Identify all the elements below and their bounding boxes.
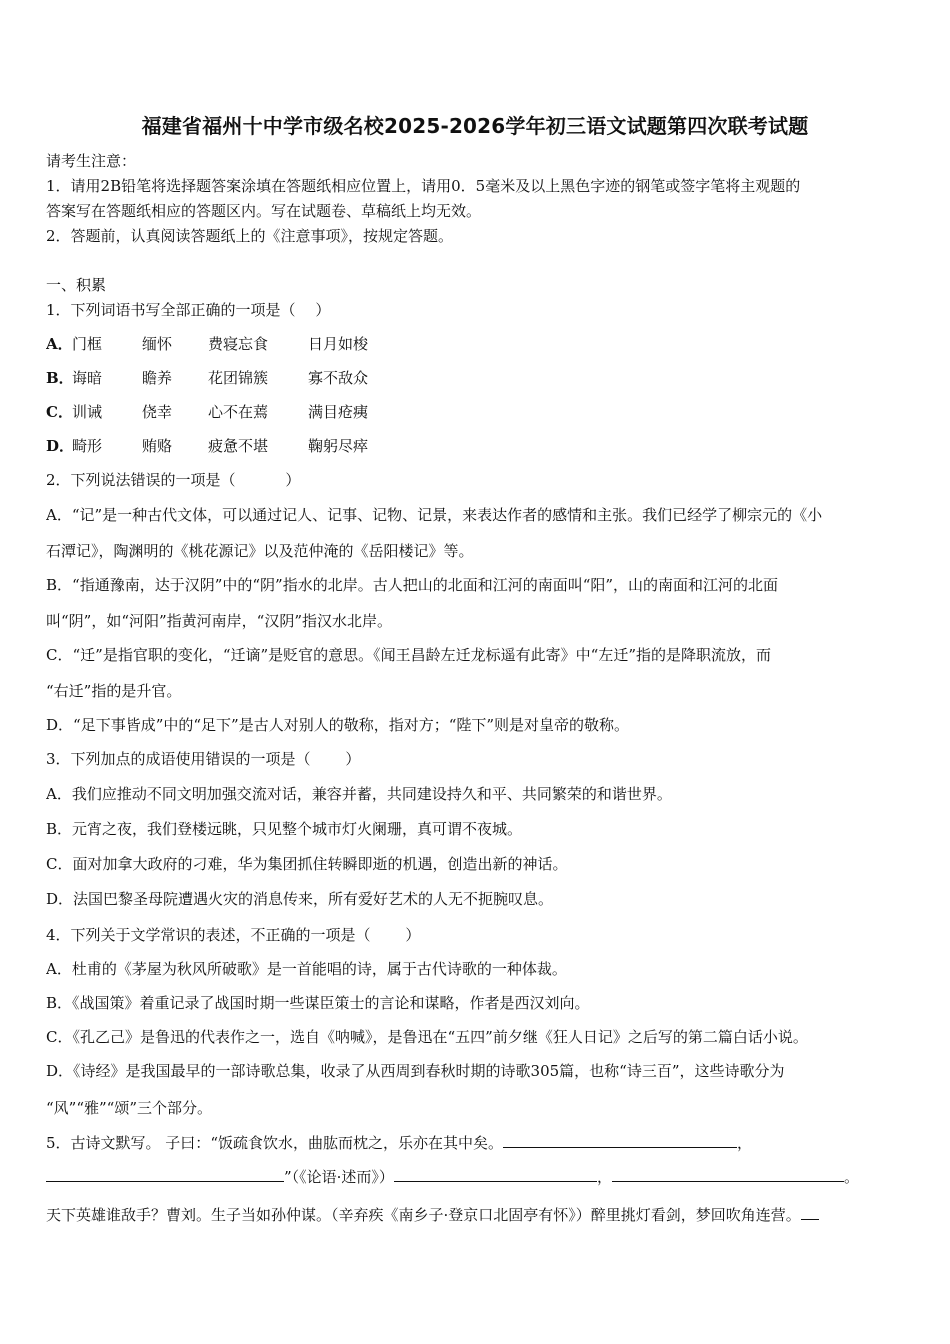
option-word: 心不在蔫 (208, 403, 269, 421)
option-word: 畸形 (72, 437, 103, 455)
option-letter: C． (46, 403, 73, 421)
answer-blank-1[interactable] (503, 1133, 737, 1148)
page-title: 福建省福州十中学市级名校2025-2026学年初三语文试题第四次联考试题 (141, 114, 809, 138)
q2-option-a-line-2: 石潭记》，陶渊明的《桃花源记》以及范仲淹的《岳阳楼记》等。 (46, 542, 474, 560)
q2-option-d: D．“足下事皆成”中的“足下”是古人对别人的敬称，指对方；“陛下”则是对皇帝的敬称。 (46, 716, 630, 734)
q1-option-d (46, 437, 906, 455)
option-word: 满目疮痍 (308, 403, 369, 421)
question-5-line-1 (46, 1133, 906, 1152)
q3-option-d: D．法国巴黎圣母院遭遇火灾的消息传来，所有爱好艺术的人无不扼腕叹息。 (46, 890, 554, 908)
q2-option-c-line-2: “右迁”指的是升官。 (46, 682, 182, 700)
question-1-stem: 1．下列词语书写全部正确的一项是（ ） (46, 301, 331, 319)
punct-period: 。 (843, 1168, 859, 1186)
option-letter: D． (46, 437, 75, 455)
answer-blank-2[interactable] (46, 1167, 284, 1182)
answer-blank-3[interactable] (394, 1167, 597, 1182)
q3-option-c: C．面对加拿大政府的刁难，华为集团抓住转瞬即逝的机遇，创造出新的神话。 (46, 855, 568, 873)
option-word: 鞠躬尽瘁 (308, 437, 369, 455)
section-heading: 一、积累 (46, 276, 107, 294)
option-letter: B． (46, 369, 74, 387)
q3-option-a: A．我们应推动不同文明加强交流对话，兼容并蓄，共同建设持久和平、共同繁荣的和谐世界。 (46, 785, 672, 803)
question-5-line-2 (46, 1167, 906, 1186)
option-word: 门框 (72, 335, 103, 353)
citation: ”（《论语·述而》） (284, 1168, 394, 1186)
question-4-stem: 4．下列关于文学常识的表述，不正确的一项是（ ） (46, 926, 421, 944)
question-5-stem: 5．古诗文默写。 子曰：“饭疏食饮水，曲肱而枕之，乐亦在其中矣。 (46, 1134, 503, 1152)
option-word: 瞻养 (142, 369, 173, 387)
q4-option-c: C．《孔乙己》是鲁迅的代表作之一，选自《呐喊》，是鲁迅在“五四”前夕继《狂人日记》之后写的第二篇白话小说。 (46, 1028, 808, 1046)
option-word: 训诫 (72, 403, 103, 421)
q2-option-c-line-1: C．“迁”是指官职的变化，“迁谪”是贬官的意思。《闻王昌龄左迁龙标遥有此寄》中“左迁”指的是降职流放，而 (46, 646, 771, 664)
answer-blank-4[interactable] (612, 1167, 844, 1182)
q4-option-d-line-2: “风”“雅”“颂”三个部分。 (46, 1099, 213, 1117)
q1-option-a (46, 335, 906, 353)
option-word: 缅怀 (142, 335, 173, 353)
option-word: 寡不敌众 (308, 369, 369, 387)
q2-option-b-line-1: B．“指通豫南，达于汉阴”中的“阴”指水的北岸。古人把山的北面和江河的南面叫“阳”，山的南面和江河的北面 (46, 576, 779, 594)
option-word: 花团锦簇 (208, 369, 269, 387)
answer-blank-5[interactable] (801, 1205, 819, 1220)
q2-option-a-line-1: A．“记”是一种古代文体，可以通过记人、记事、记物、记景，来表达作者的感情和主张。我们已经学了柳宗元的《小 (46, 506, 823, 524)
question-2-stem: 2．下列说法错误的一项是（ ） (46, 471, 301, 489)
q4-option-b: B．《战国策》着重记录了战国时期一些谋臣策士的言论和谋略，作者是西汉刘向。 (46, 994, 590, 1012)
notice-item-2: 2．答题前，认真阅读答题纸上的《注意事项》，按规定答题。 (46, 227, 454, 245)
q1-option-b (46, 369, 906, 387)
q3-option-b: B．元宵之夜，我们登楼远眺，只见整个城市灯火阑珊，真可谓不夜城。 (46, 820, 523, 838)
option-letter: A． (46, 335, 73, 353)
q2-option-b-line-2: 叫“阴”，如“河阳”指黄河南岸，“汉阴”指汉水北岸。 (46, 612, 393, 630)
q1-option-c (46, 403, 906, 421)
option-word: 侥幸 (142, 403, 173, 421)
option-word: 疲惫不堪 (208, 437, 269, 455)
question-3-stem: 3．下列加点的成语使用错误的一项是（ ） (46, 750, 361, 768)
poem-text: 天下英雄谁敌手？曹刘。生子当如孙仲谋。（辛弃疾《南乡子·登京口北固亭有怀》）醉里挑灯看剑，梦回吹角连营。 (46, 1206, 801, 1224)
q4-option-a: A．杜甫的《茅屋为秋风所破歌》是一首能唱的诗，属于古代诗歌的一种体裁。 (46, 960, 567, 978)
question-5-line-3 (46, 1205, 906, 1224)
option-word: 费寝忘食 (208, 335, 269, 353)
notice-item-1-line-2: 答案写在答题纸相应的答题区内。写在试题卷、草稿纸上均无效。 (46, 202, 482, 220)
option-word: 贿赂 (142, 437, 173, 455)
option-word: 诲暗 (72, 369, 103, 387)
option-word: 日月如梭 (308, 335, 369, 353)
punct-comma: ， (596, 1168, 612, 1186)
notice-heading: 请考生注意： (46, 152, 137, 170)
q4-option-d-line-1: D．《诗经》是我国最早的一部诗歌总集，收录了从西周到春秋时期的诗歌305篇，也称“诗三百”，这些诗歌分为 (46, 1062, 785, 1080)
notice-item-1-line-1: 1．请用2B铅笔将选择题答案涂填在答题纸相应位置上，请用0．5毫米及以上黑色字迹的钢笔或签字笔将主观题的 (46, 177, 801, 195)
punct-comma: ， (736, 1134, 752, 1152)
